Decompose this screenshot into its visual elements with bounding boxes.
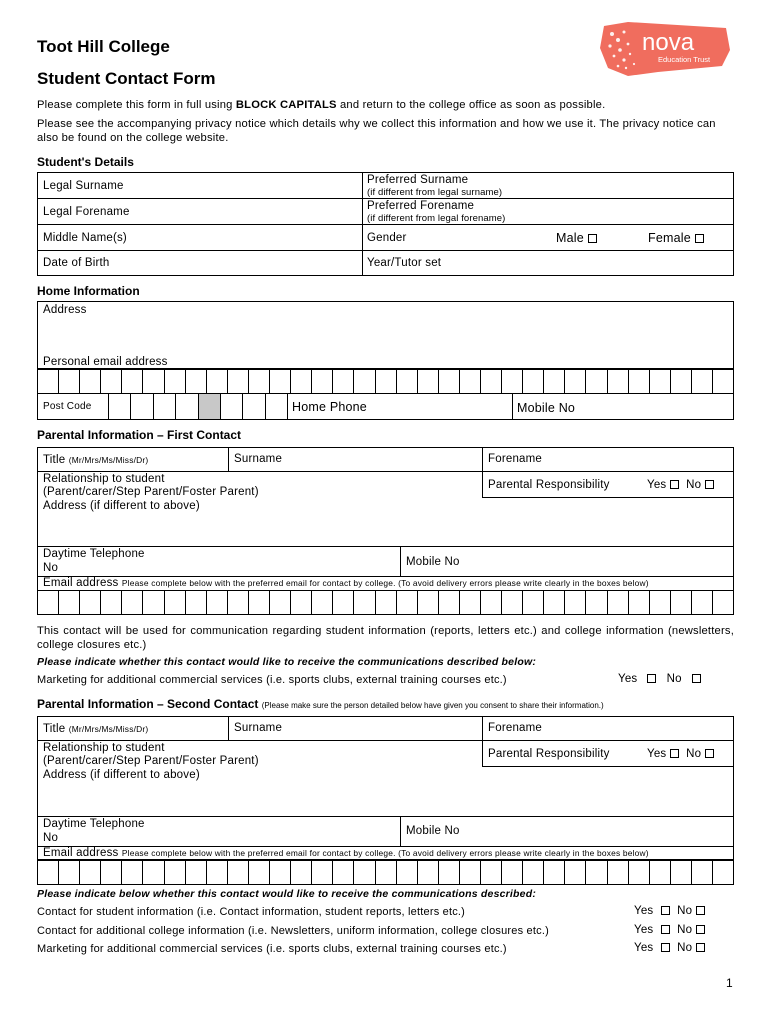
- personal-email-label: Personal email address: [43, 356, 168, 368]
- form-title: Student Contact Form: [37, 69, 216, 88]
- nova-logo: [598, 20, 732, 78]
- sc-responsibility-label: Parental Responsibility: [488, 748, 610, 760]
- logo-sub: Education Trust: [658, 55, 711, 64]
- sc-item-2-no-checkbox[interactable]: [696, 925, 705, 934]
- sc-address-label: Address (if different to above): [43, 769, 200, 781]
- preferred-forename-note: (if different from legal forename): [367, 213, 506, 224]
- first-contact-table: [37, 447, 734, 591]
- female-option[interactable]: Female: [648, 231, 704, 245]
- sc-relationship-label: Relationship to student: [43, 742, 165, 754]
- preferred-forename-label: Preferred Forename: [367, 200, 475, 212]
- sc-item-1-label: Contact for student information (i.e. Contact information, student reports, letters etc.): [37, 906, 466, 918]
- fc-title-label: Title (Mr/Mrs/Ms/Miss/Dr): [43, 454, 149, 466]
- fc-marketing-label: Marketing for additional commercial services (i.e. sports clubs, external training courses etc.): [37, 674, 507, 686]
- sc-item-1-options[interactable]: Yes No: [634, 905, 705, 917]
- fc-relationship-options: (Parent/carer/Step Parent/Foster Parent): [43, 486, 259, 498]
- second-contact-table: [37, 716, 734, 860]
- sc-title-label: Title (Mr/Mrs/Ms/Miss/Dr): [43, 723, 149, 735]
- sc-item-3-yes-checkbox[interactable]: [661, 943, 670, 952]
- intro-line-1: Please complete this form in full using BLOCK CAPITALS and return to the college office as soon as possible.: [37, 99, 606, 111]
- email-cells[interactable]: [37, 369, 734, 394]
- sc-responsibility-options[interactable]: Yes No: [647, 748, 714, 760]
- fc-responsibility-label: Parental Responsibility: [488, 479, 610, 491]
- dob-label: Date of Birth: [43, 257, 110, 269]
- second-contact-heading: Parental Information – Second Contact (Please make sure the person detailed below have given you consent to share their information.): [37, 697, 604, 711]
- year-tutor-label: Year/Tutor set: [367, 257, 442, 269]
- fc-daytime-label-1: Daytime Telephone: [43, 548, 145, 560]
- first-contact-heading: Parental Information – First Contact: [37, 428, 242, 442]
- sc-indicate-note: Please indicate below whether this contact would like to receive the communications described:: [37, 888, 537, 900]
- student-heading: Student's Details: [37, 155, 134, 169]
- fc-marketing-no-checkbox[interactable]: [692, 674, 701, 683]
- fc-marketing-yes-checkbox[interactable]: [647, 674, 656, 683]
- home-address-label: Address: [43, 304, 87, 316]
- sc-item-1-no-checkbox[interactable]: [696, 906, 705, 915]
- sc-item-3-options[interactable]: Yes No: [634, 942, 705, 954]
- fc-marketing-options[interactable]: Yes No: [618, 673, 701, 685]
- fc-email-cells[interactable]: [37, 590, 734, 615]
- gender-label: Gender: [367, 232, 407, 244]
- middle-names-label: Middle Name(s): [43, 232, 127, 244]
- sc-yes-checkbox[interactable]: [670, 749, 679, 758]
- male-option[interactable]: Male: [556, 231, 597, 245]
- sc-item-2-label: Contact for additional college information (i.e. Newsletters, uniform information, college closures etc.): [37, 925, 549, 937]
- fc-yes-checkbox[interactable]: [670, 480, 679, 489]
- sc-mobile-label: Mobile No: [406, 825, 460, 837]
- fc-indicate-note: Please indicate whether this contact would like to receive the communications described below:: [37, 656, 537, 668]
- preferred-surname-label: Preferred Surname: [367, 174, 469, 186]
- fc-responsibility-options[interactable]: Yes No: [647, 479, 714, 491]
- sc-item-3-no-checkbox[interactable]: [696, 943, 705, 952]
- preferred-surname-note: (if different from legal surname): [367, 187, 503, 198]
- fc-relationship-label: Relationship to student: [43, 473, 165, 485]
- fc-mobile-label: Mobile No: [406, 556, 460, 568]
- page-number: 1: [726, 976, 733, 990]
- sc-email-cells[interactable]: [37, 860, 734, 885]
- fc-daytime-label-2: No: [43, 562, 59, 574]
- female-checkbox[interactable]: [695, 234, 704, 243]
- sc-item-3-label: Marketing for additional commercial services (i.e. sports clubs, external training courses etc.): [37, 943, 507, 955]
- sc-forename-label: Forename: [488, 722, 543, 734]
- fc-email-label: Email address Please complete below with the preferred email for contact by college. (To avoid delivery errors please write clearly in the boxes below): [43, 577, 649, 589]
- home-phone-label: Home Phone: [292, 400, 367, 414]
- fc-comm-note: This contact will be used for communication regarding student information (reports, letters etc.) and college information (newsletters, college closures etc.): [37, 625, 734, 651]
- home-heading: Home Information: [37, 284, 140, 298]
- college-name: Toot Hill College: [37, 37, 170, 56]
- legal-forename-label: Legal Forename: [43, 206, 130, 218]
- fc-forename-label: Forename: [488, 453, 543, 465]
- sc-daytime-label-2: No: [43, 832, 59, 844]
- fc-no-checkbox[interactable]: [705, 480, 714, 489]
- sc-item-2-options[interactable]: Yes No: [634, 924, 705, 936]
- sc-item-2-yes-checkbox[interactable]: [661, 925, 670, 934]
- sc-item-1-yes-checkbox[interactable]: [661, 906, 670, 915]
- sc-email-label: Email address Please complete below with the preferred email for contact by college. (To avoid delivery errors please write clearly in the boxes below): [43, 847, 649, 859]
- logo-text: nova: [642, 29, 695, 56]
- legal-surname-label: Legal Surname: [43, 180, 124, 192]
- male-checkbox[interactable]: [588, 234, 597, 243]
- home-mobile-label: Mobile No: [517, 401, 576, 415]
- sc-no-checkbox[interactable]: [705, 749, 714, 758]
- sc-relationship-options: (Parent/carer/Step Parent/Foster Parent): [43, 755, 259, 767]
- fc-address-label: Address (if different to above): [43, 500, 200, 512]
- sc-daytime-label-1: Daytime Telephone: [43, 818, 145, 830]
- fc-surname-label: Surname: [234, 453, 283, 465]
- postcode-label: Post Code: [43, 401, 92, 412]
- intro-line-2: Please see the accompanying privacy notice which details why we collect this information and how we use it. The privacy notice can also be found on the college website.: [37, 118, 716, 144]
- sc-surname-label: Surname: [234, 722, 283, 734]
- postcode-cells[interactable]: [108, 393, 288, 420]
